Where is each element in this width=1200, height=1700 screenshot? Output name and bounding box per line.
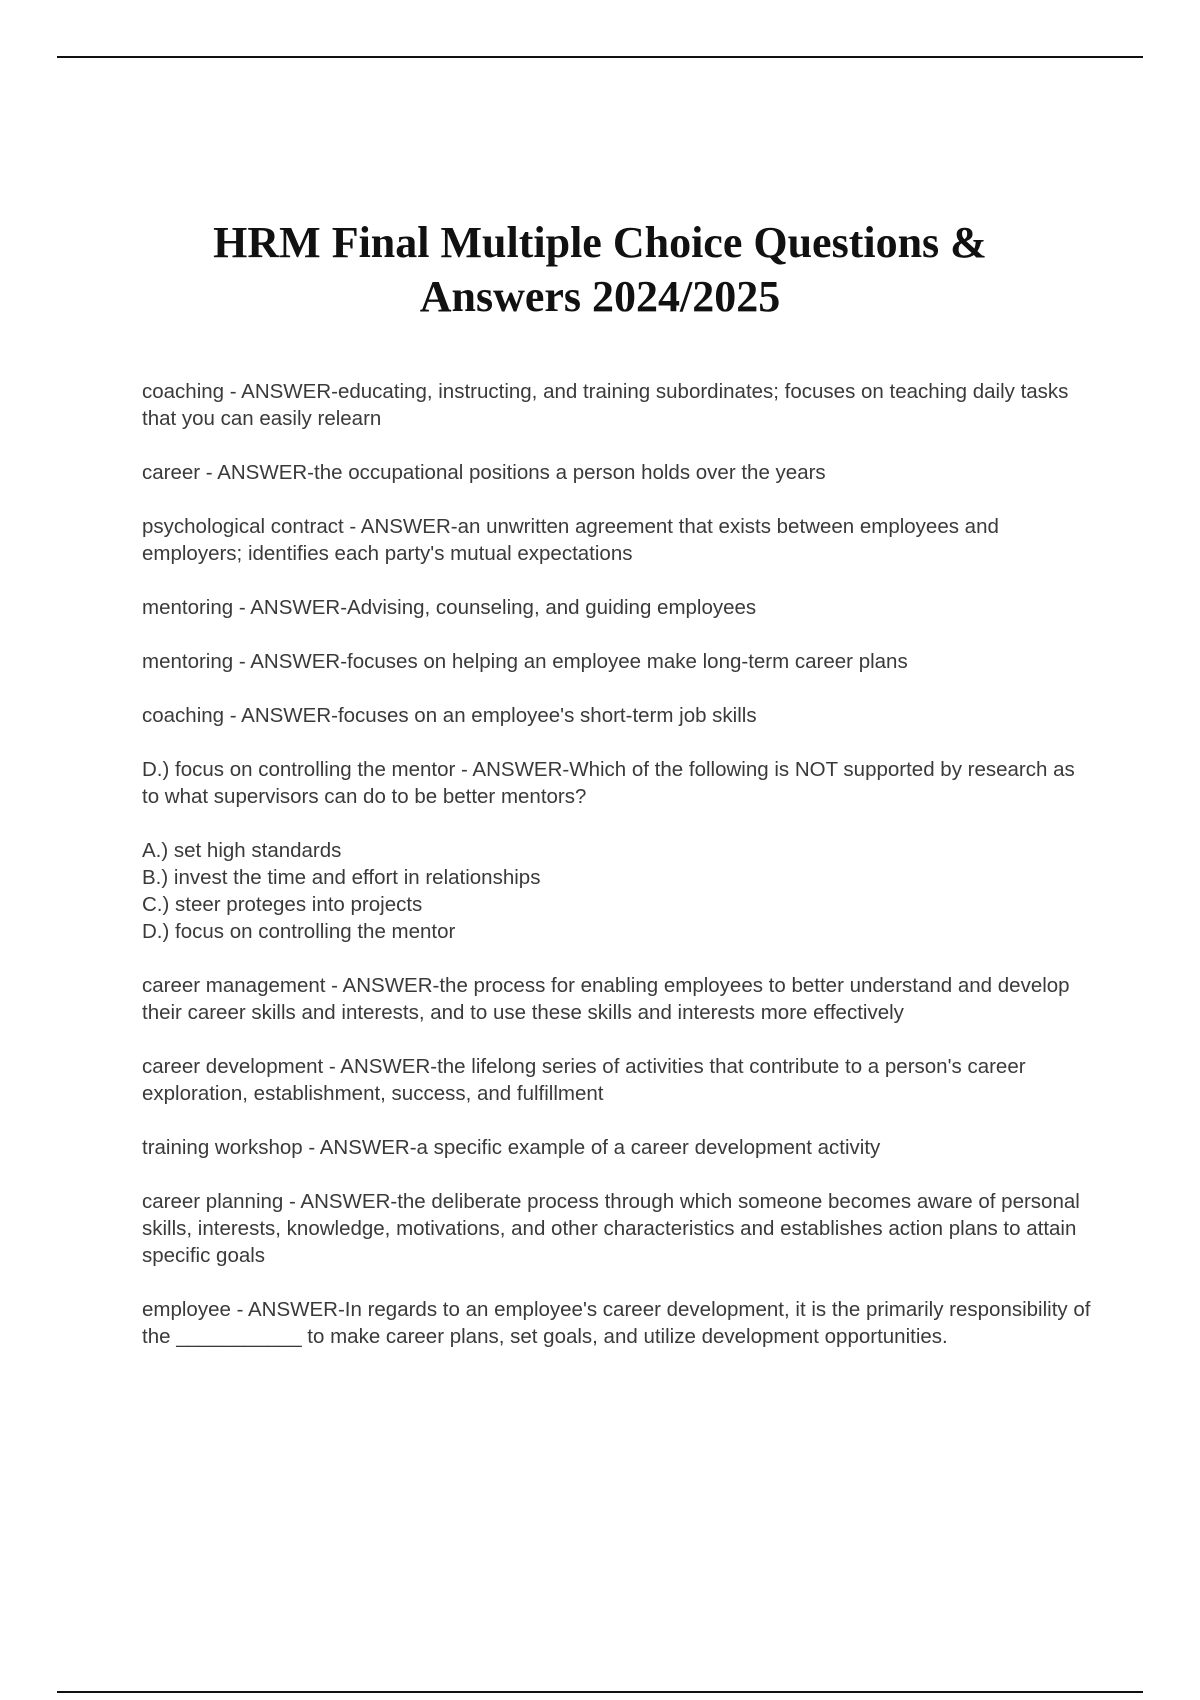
qa-entry-coaching: coaching - ANSWER-educating, instructing, and training subordinates; focuses on teaching daily tasks that you can easily relearn	[142, 380, 1069, 430]
title-line-1: HRM Final Multiple Choice Questions &	[213, 218, 987, 267]
qa-entry-training-workshop: training workshop - ANSWER-a specific example of a career development activity	[142, 1136, 881, 1159]
qa-entry-psychological-contract: psychological contract - ANSWER-an unwritten agreement that exists between employees and employers; identifies each party's mutual expectations	[142, 515, 999, 565]
document-title	[100, 216, 1100, 324]
qa-entry-coaching-2: coaching - ANSWER-focuses on an employee's short-term job skills	[142, 704, 757, 727]
qa-entry-mentor-question: D.) focus on controlling the mentor - ANSWER-Which of the following is NOT supported by research as to what supervisors can do to be better mentors?	[142, 758, 1075, 808]
qa-entry-employee: employee - ANSWER-In regards to an employee's career development, it is the primarily responsibility of the ___________ to make career plans, set goals, and utilize development opportunities.	[142, 1298, 1091, 1348]
bottom-rule	[57, 1691, 1143, 1693]
qa-entry-career-planning: career planning - ANSWER-the deliberate process through which someone becomes aware of personal skills, interests, knowledge, motivations, and other characteristics and establishes action plans to attain specific goals	[142, 1190, 1080, 1267]
title-line-2: Answers 2024/2025	[419, 272, 781, 321]
top-rule	[57, 56, 1143, 58]
option-c: C.) steer proteges into projects	[142, 893, 423, 916]
option-d: D.) focus on controlling the mentor	[142, 920, 456, 943]
option-b: B.) invest the time and effort in relationships	[142, 866, 541, 889]
qa-entry-mentoring-2: mentoring - ANSWER-focuses on helping an employee make long-term career plans	[142, 650, 908, 673]
qa-entry-career: career - ANSWER-the occupational positions a person holds over the years	[142, 461, 826, 484]
qa-entry-career-management: career management - ANSWER-the process for enabling employees to better understand and develop their career skills and interests, and to use these skills and interests more effectively	[142, 974, 1070, 1024]
document-body	[142, 378, 1092, 1377]
option-a: A.) set high standards	[142, 839, 342, 862]
qa-entry-career-development: career development - ANSWER-the lifelong series of activities that contribute to a person's career exploration, establishment, success, and fulfillment	[142, 1055, 1026, 1105]
qa-entry-mentoring-1: mentoring - ANSWER-Advising, counseling, and guiding employees	[142, 596, 757, 619]
answer-options	[142, 837, 1092, 945]
